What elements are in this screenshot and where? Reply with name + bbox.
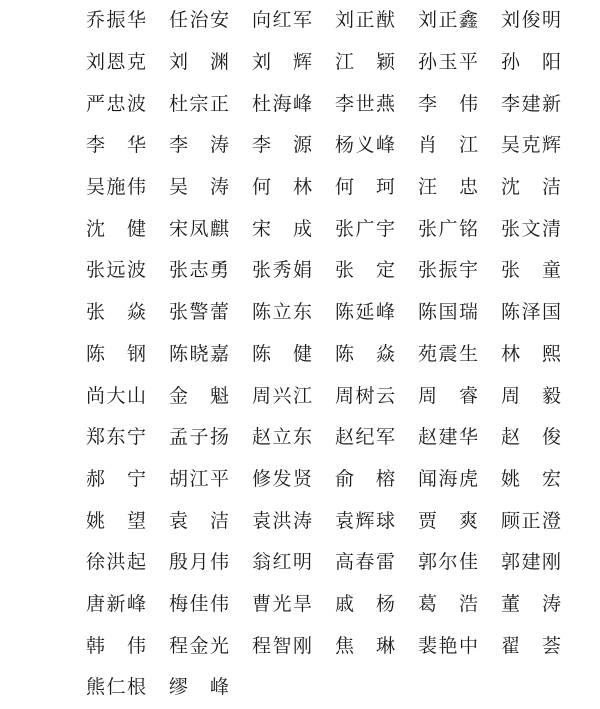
name-entry: 沈 健 [86,217,146,240]
name-list-grid [86,0,586,709]
name-entry: 杜 宗 正 [169,92,229,115]
name-entry: 焦 琳 [335,634,395,657]
name-entry: 何 林 [252,176,312,199]
name-entry: 翟 荟 [501,634,561,657]
name-entry: 张 远 波 [86,259,146,282]
name-entry: 尚 大 山 [86,384,146,407]
name-entry: 张 焱 [86,301,146,324]
name-entry: 李 华 [86,134,146,157]
name-entry: 向 红 军 [252,9,312,32]
name-entry: 裴 艳 中 [418,634,478,657]
name-entry: 任 治 安 [169,9,229,32]
name-entry: 周 睿 [418,384,478,407]
name-entry: 葛 浩 [418,592,478,615]
name-entry: 刘 俊 明 [501,9,561,32]
name-entry: 高 春 雷 [335,551,395,574]
name-entry: 郭 尔 佳 [418,551,478,574]
name-entry: 陈 钢 [86,342,146,365]
name-entry: 肖 江 [418,134,478,157]
name-entry: 刘 渊 [169,51,229,74]
name-entry: 刘 恩 克 [86,51,146,74]
name-entry: 陈 延 峰 [335,301,395,324]
name-entry: 汪 忠 [418,176,478,199]
name-entry: 江 颖 [335,51,395,74]
name-entry: 俞 榕 [335,467,395,490]
name-entry: 赵 建 华 [418,426,478,449]
name-entry: 张 警 蕾 [169,301,229,324]
name-entry: 刘 正 猷 [335,9,395,32]
name-entry: 李 世 燕 [335,92,395,115]
name-entry: 杜 海 峰 [252,92,312,115]
name-entry: 严 忠 波 [86,92,146,115]
name-entry: 赵 俊 [501,426,561,449]
name-entry: 张 童 [501,259,561,282]
name-entry: 唐 新 峰 [86,592,146,615]
name-entry: 曹 光 旱 [252,592,312,615]
name-entry: 张 秀 娟 [252,259,312,282]
name-entry: 陈 泽 国 [501,301,561,324]
name-entry: 翁 红 明 [252,551,312,574]
name-entry: 陈 立 东 [252,301,312,324]
name-entry: 陈 健 [252,342,312,365]
name-entry: 陈 晓 嘉 [169,342,229,365]
name-entry: 沈 洁 [501,176,561,199]
name-entry: 孙 阳 [501,51,561,74]
name-entry: 袁 洁 [169,509,229,532]
name-entry: 张 广 铭 [418,217,478,240]
name-entry: 梅 佳 伟 [169,592,229,615]
name-entry: 周 毅 [501,384,561,407]
name-entry: 苑 震 生 [418,342,478,365]
name-entry: 缪 峰 [169,676,229,699]
name-entry: 郭 建 刚 [501,551,561,574]
name-entry: 殷 月 伟 [169,551,229,574]
name-entry: 张 志 勇 [169,259,229,282]
name-entry: 刘 正 鑫 [418,9,478,32]
name-entry: 姚 望 [86,509,146,532]
name-entry: 赵 纪 军 [335,426,395,449]
name-entry: 吴 涛 [169,176,229,199]
name-entry: 董 涛 [501,592,561,615]
name-entry: 郝 宁 [86,467,146,490]
name-entry: 修 发 贤 [252,467,312,490]
name-entry: 袁 洪 涛 [252,509,312,532]
name-entry: 胡 江 平 [169,467,229,490]
name-entry: 张 定 [335,259,395,282]
name-entry: 戚 杨 [335,592,395,615]
name-entry: 乔 振 华 [86,9,146,32]
name-entry: 韩 伟 [86,634,146,657]
name-entry: 姚 宏 [501,467,561,490]
name-entry: 熊 仁 根 [86,676,146,699]
name-entry: 徐 洪 起 [86,551,146,574]
name-entry: 何 珂 [335,176,395,199]
name-entry: 陈 焱 [335,342,395,365]
name-entry: 刘 辉 [252,51,312,74]
name-entry: 张 广 宇 [335,217,395,240]
name-entry: 李 建 新 [501,92,561,115]
name-entry: 金 魁 [169,384,229,407]
name-entry: 林 熙 [501,342,561,365]
name-entry: 顾 正 澄 [501,509,561,532]
name-entry: 张 文 清 [501,217,561,240]
name-entry: 孟 子 扬 [169,426,229,449]
name-entry: 吴 施 伟 [86,176,146,199]
name-entry: 赵 立 东 [252,426,312,449]
name-entry: 杨 义 峰 [335,134,395,157]
name-entry: 贾 爽 [418,509,478,532]
name-entry: 周 树 云 [335,384,395,407]
name-entry: 李 涛 [169,134,229,157]
name-entry: 郑 东 宁 [86,426,146,449]
name-entry: 李 伟 [418,92,478,115]
name-entry: 宋 凤 麒 [169,217,229,240]
name-entry: 袁 辉 球 [335,509,395,532]
name-entry: 张 振 宇 [418,259,478,282]
name-entry: 闻 海 虎 [418,467,478,490]
name-entry: 程 金 光 [169,634,229,657]
name-entry: 程 智 刚 [252,634,312,657]
name-entry: 李 源 [252,134,312,157]
name-entry: 陈 国 瑞 [418,301,478,324]
name-entry: 周 兴 江 [252,384,312,407]
name-entry: 宋 成 [252,217,312,240]
name-entry: 吴 克 辉 [501,134,561,157]
name-entry: 孙 玉 平 [418,51,478,74]
